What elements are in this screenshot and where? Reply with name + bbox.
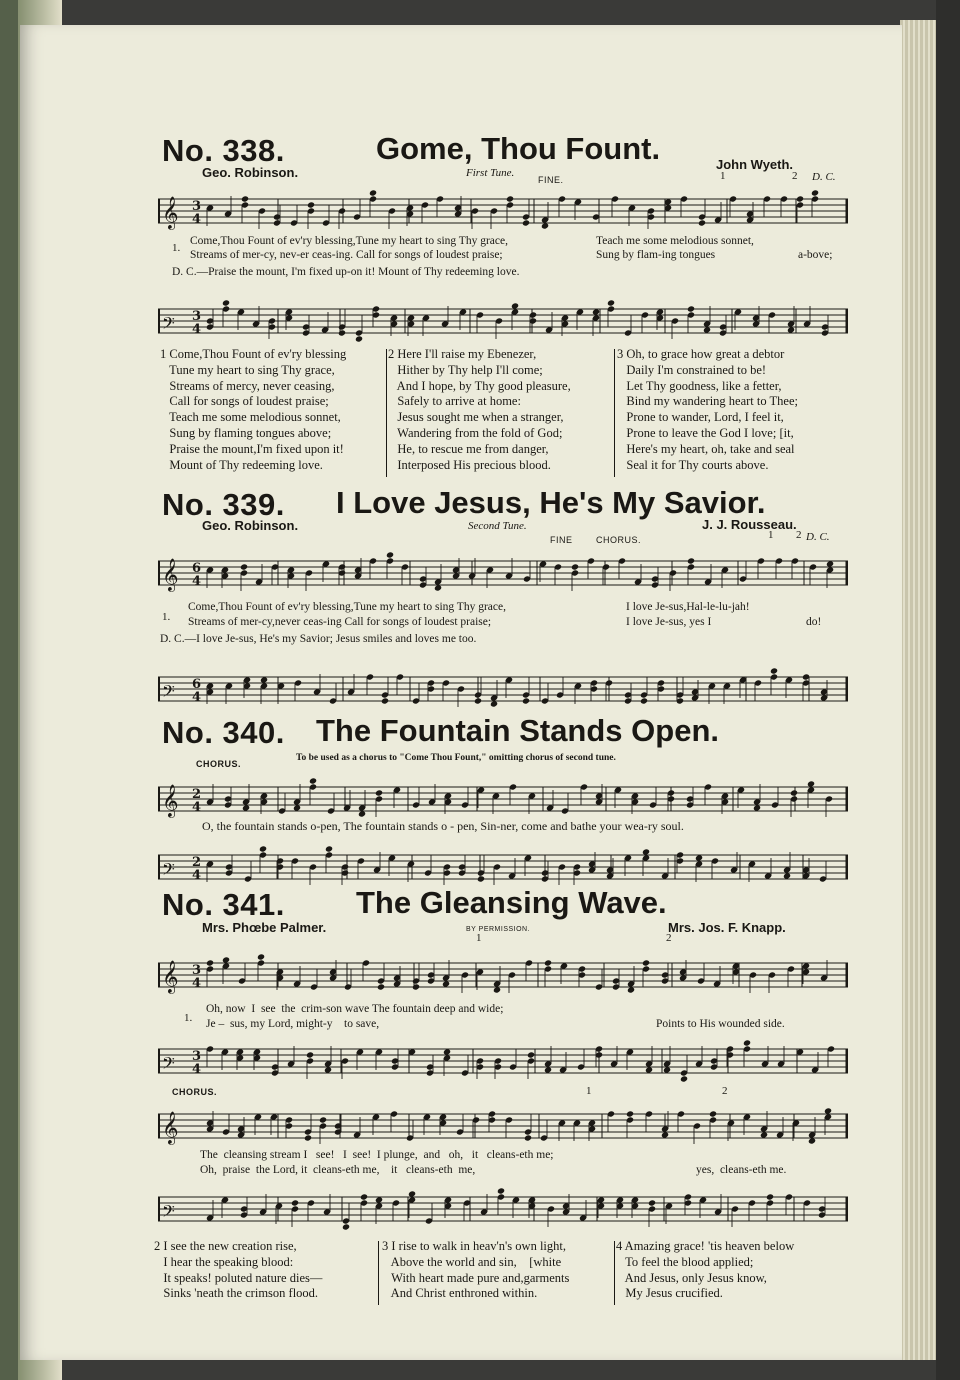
note-head bbox=[360, 1193, 368, 1200]
note-head bbox=[497, 1187, 505, 1194]
note-head bbox=[369, 189, 377, 196]
hymn-338-lyric-right-1: Teach me some melodious sonnet, bbox=[596, 235, 754, 247]
hymn-341-chorus-bass-staff bbox=[158, 1183, 848, 1233]
hymn-339-lyric-right-2: I love Je-sus, yes I bbox=[626, 616, 712, 628]
time-signature-top: 2 bbox=[192, 855, 202, 870]
note-head bbox=[375, 789, 383, 796]
hymn-341-lyric-right: Points to His wounded side. bbox=[656, 1018, 785, 1030]
treble-clef: 𝄞 bbox=[162, 558, 179, 591]
note-head bbox=[680, 1075, 688, 1082]
note-head bbox=[770, 667, 778, 674]
note-head bbox=[240, 563, 248, 570]
hymn-339-chorus-label: CHORUS. bbox=[596, 535, 642, 545]
page-edges bbox=[900, 20, 936, 1360]
note-head bbox=[506, 195, 514, 202]
note-head bbox=[355, 335, 363, 342]
hymn-339-lyric-line-1: Come,Thou Fount of ev'ry blessing,Tune my heart to sing Thy grace, bbox=[188, 601, 506, 613]
note-head bbox=[544, 959, 552, 966]
note-head bbox=[306, 1051, 314, 1058]
time-signature-bottom: 4 bbox=[192, 1062, 202, 1077]
hymn-339-ending-2: 2 bbox=[796, 529, 802, 541]
note-head bbox=[527, 1051, 535, 1058]
hymn-338-bass-staff bbox=[158, 295, 848, 345]
hymn-338-lyric-right-3: a-bove; bbox=[798, 249, 833, 261]
hymn-341-ending-2: 2 bbox=[666, 932, 672, 944]
time-signature-top: 6 bbox=[192, 677, 202, 692]
bass-clef: 𝄢 bbox=[162, 859, 175, 883]
time-signature-bottom: 4 bbox=[192, 868, 202, 883]
hymn-341-verse-4: 4 Amazing grace! 'tis heaven below To feel the blood applied; And Jesus, only Jesus know, My Jesus crucified. bbox=[616, 1239, 795, 1301]
hymn-341-chorus-treble-staff bbox=[158, 1100, 848, 1150]
hymn-339-ending-1: 1 bbox=[768, 529, 774, 541]
note-head bbox=[241, 195, 249, 202]
time-signature-top: 3 bbox=[192, 963, 202, 978]
note-head bbox=[524, 1134, 532, 1141]
hymn-338-ending-1: 1 bbox=[720, 170, 726, 182]
hymn-338-ending-2: 2 bbox=[792, 170, 798, 182]
hymn-338-treble-staff bbox=[158, 185, 848, 235]
hymn-338-verse-1: 1 Come,Thou Fount of ev'ry blessing Tune my heart to sing Thy grace, Streams of mercy, never ceasing, Call for songs of loudest praise; Teach me some melodious sonnet, Sung by flaming tongues above; Praise the mount,I'm fixed upon it! Mount of Thy redeeming love. bbox=[160, 347, 347, 472]
time-signature-top: 3 bbox=[192, 1049, 202, 1064]
note-head bbox=[377, 983, 385, 990]
note-head bbox=[626, 1110, 634, 1117]
hymn-340-number: No. 340. bbox=[162, 715, 285, 750]
hymn-338-lyric-right-2: Sung by flam-ing tongues bbox=[596, 249, 716, 261]
hymn-339-tune: Second Tune. bbox=[468, 520, 527, 532]
hymn-340-lyric-line: O, the fountain stands o-pen, The fountain stands o - pen, Sin-ner, come and bathe your wea-ry soul. bbox=[202, 819, 684, 833]
note-head bbox=[304, 1134, 312, 1141]
note-head bbox=[743, 1039, 751, 1046]
note-head bbox=[309, 777, 317, 784]
hymn-338-lyric-line-2: Streams of mer-cy, nev-er ceas-ing. Call for songs of loudest praise; bbox=[190, 249, 503, 261]
hymn-341-permission: BY PERMISSION. bbox=[466, 926, 531, 933]
note-head bbox=[796, 195, 804, 202]
hymn-339-number: No. 339. bbox=[162, 487, 285, 522]
hymnal-page bbox=[20, 25, 902, 1360]
note-head bbox=[698, 219, 706, 226]
note-head bbox=[325, 845, 333, 852]
hymn-340-note: To be used as a chorus to "Come Thou Fount," omitting chorus of second tune. bbox=[296, 753, 616, 763]
note-head bbox=[571, 563, 579, 570]
note-head bbox=[342, 1223, 350, 1230]
time-signature-bottom: 4 bbox=[192, 574, 202, 589]
note-head bbox=[687, 557, 695, 564]
note-head bbox=[607, 299, 615, 306]
hymn-338-number: No. 338. bbox=[162, 133, 285, 168]
hymn-340-bass-staff bbox=[158, 841, 848, 891]
hymn-341-chorus-right: yes, cleans-eth me. bbox=[696, 1164, 787, 1176]
note-head bbox=[259, 845, 267, 852]
background-right bbox=[936, 0, 960, 1380]
note-head bbox=[709, 1110, 717, 1117]
note-head bbox=[811, 189, 819, 196]
hymn-341-chorus-line-1: The cleansing stream I see! I see! I plunge, and oh, it cleans-eth me; bbox=[200, 1149, 554, 1161]
note-head bbox=[522, 697, 530, 704]
hymn-338-dc-line: D. C.—Praise the mount, I'm fixed up-on it! Mount of Thy redeeming love. bbox=[172, 266, 520, 278]
hymn-341-lyric-line-2: Je – sus, my Lord, might-y to save, bbox=[206, 1018, 380, 1030]
hymn-338-composer: John Wyeth. bbox=[716, 157, 794, 172]
hymn-338-lyric-line-1: Come,Thou Fount of ev'ry blessing,Tune my heart to sing Thy grace, bbox=[190, 235, 508, 247]
hymn-338-dc: D. C. bbox=[812, 171, 836, 183]
note-head bbox=[474, 697, 482, 704]
hymn-339-lyric-line-2: Streams of mer-cy,never ceas-ing Call for songs of loudest praise; bbox=[188, 616, 492, 628]
treble-clef: 𝄞 bbox=[162, 784, 179, 817]
verse-divider bbox=[386, 349, 387, 477]
hymn-340-title: The Fountain Stands Open. bbox=[316, 713, 719, 748]
hymn-339-bass-staff bbox=[158, 663, 848, 713]
time-signature-bottom: 4 bbox=[192, 800, 202, 815]
note-head bbox=[222, 299, 230, 306]
hymn-341-bass-staff bbox=[158, 1035, 848, 1085]
note-head bbox=[338, 329, 346, 336]
bass-clef: 𝄢 bbox=[162, 681, 175, 705]
note-head bbox=[648, 1199, 656, 1206]
note-head bbox=[386, 551, 394, 558]
time-signature-bottom: 4 bbox=[192, 976, 202, 991]
hymn-339-lyric-right-3: do! bbox=[806, 616, 822, 628]
hymn-339-fine: FINE bbox=[550, 535, 573, 545]
hymn-338-verse-3: 3 Oh, to grace how great a debtor Daily I'm constrained to be! Let Thy goodness, like a fetter, Bind my wandering heart to Thee; Prone to wander, Lord, I feel it, Prone to leave the God I love; [it, Here's my heart, oh, take and seal Seal it for Thy courts above. bbox=[617, 347, 798, 472]
note-head bbox=[477, 875, 485, 882]
bass-clef: 𝄢 bbox=[162, 1053, 175, 1077]
hymn-339-composer: J. J. Rousseau. bbox=[702, 517, 797, 532]
note-head bbox=[766, 1193, 774, 1200]
time-signature-top: 3 bbox=[192, 199, 202, 214]
hymn-341-chorus-line-2: Oh, praise the Lord, it cleans-eth me, it cleans-eth me, bbox=[200, 1164, 476, 1176]
note-head bbox=[687, 305, 695, 312]
note-head bbox=[412, 983, 420, 990]
note-head bbox=[381, 697, 389, 704]
note-head bbox=[319, 1116, 327, 1123]
book-spine-edge bbox=[0, 0, 18, 1380]
hymn-338-verse-num: 1. bbox=[172, 242, 181, 254]
hymn-339-lyric-right-1: I love Je-sus,Hal-le-lu-jah! bbox=[626, 601, 750, 613]
hymn-339-dc: D. C. bbox=[806, 531, 830, 543]
treble-clef: 𝄞 bbox=[162, 960, 179, 993]
hymn-340-treble-staff bbox=[158, 773, 848, 823]
hymn-339-author: Geo. Robinson. bbox=[202, 518, 299, 533]
hymn-341-title: The Gleansing Wave. bbox=[356, 885, 667, 920]
hymn-339-dc-line: D. C.—I love Je-sus, He's my Savior; Jesus smiles and loves me too. bbox=[160, 633, 477, 645]
bass-clef: 𝄢 bbox=[162, 1201, 175, 1225]
hymn-338-title: Gome, Thou Fount. bbox=[376, 131, 661, 166]
verse-divider bbox=[614, 1241, 615, 1305]
hymn-341-number: No. 341. bbox=[162, 887, 285, 922]
note-head bbox=[522, 219, 530, 226]
note-head bbox=[640, 697, 648, 704]
note-head bbox=[642, 959, 650, 966]
time-signature-top: 2 bbox=[192, 787, 202, 802]
hymn-341-verse-2: 2 I see the new creation rise, I hear the speaking blood: It speaks! poluted nature dies— Sinks 'neath the crimson flood. bbox=[154, 1239, 323, 1301]
hymn-341-chorus-ending-1: 1 bbox=[586, 1085, 592, 1097]
hymn-341-ending-1: 1 bbox=[476, 932, 482, 944]
hymn-338-verse-2: 2 Here I'll raise my Ebenezer, Hither by Thy help I'll come; And I hope, by Thy good pleasure, Safely to arrive at home: Jesus sought me when a stranger, Wandering from the fold of God; He, to rescue me from danger, Interposed His precious blood. bbox=[388, 347, 571, 472]
hymn-338-author: Geo. Robinson. bbox=[202, 165, 299, 180]
note-head bbox=[307, 201, 315, 208]
note-head bbox=[257, 953, 265, 960]
treble-clef: 𝄞 bbox=[162, 1111, 179, 1144]
hymn-341-verse-num: 1. bbox=[184, 1012, 193, 1024]
time-signature-bottom: 4 bbox=[192, 322, 202, 337]
hymn-341-treble-staff bbox=[158, 949, 848, 999]
treble-clef: 𝄞 bbox=[162, 196, 179, 229]
verse-divider bbox=[378, 1241, 379, 1305]
hymn-339-verse-num: 1. bbox=[162, 611, 171, 623]
bass-clef: 𝄢 bbox=[162, 313, 175, 337]
hymn-339-title: I Love Jesus, He's My Savior. bbox=[336, 485, 766, 520]
hymn-341-verse-3: 3 I rise to walk in heav'n's own light, Above the world and sin, [white With heart made pure and,garments And Christ enthroned within. bbox=[382, 1239, 570, 1301]
note-head bbox=[206, 959, 214, 966]
note-head bbox=[291, 1199, 299, 1206]
hymn-338-tune: First Tune. bbox=[466, 167, 515, 179]
time-signature-bottom: 4 bbox=[192, 212, 202, 227]
time-signature-top: 6 bbox=[192, 561, 202, 576]
hymn-340-chorus-label: CHORUS. bbox=[196, 759, 242, 769]
hymn-341-composer: Mrs. Jos. F. Knapp. bbox=[668, 920, 786, 935]
time-signature-top: 3 bbox=[192, 309, 202, 324]
hymn-341-lyric-line-1: Oh, now I see the crim-son wave The fountain deep and wide; bbox=[206, 1003, 504, 1015]
hymn-341-chorus-label: CHORUS. bbox=[172, 1087, 218, 1097]
hymn-339-treble-staff bbox=[158, 547, 848, 597]
time-signature-bottom: 4 bbox=[192, 690, 202, 705]
note-head bbox=[790, 789, 798, 796]
hymn-341-author: Mrs. Phœbe Palmer. bbox=[202, 920, 327, 935]
verse-divider bbox=[614, 349, 615, 477]
hymn-338-fine: FINE. bbox=[538, 175, 564, 185]
hymn-341-chorus-ending-2: 2 bbox=[722, 1085, 728, 1097]
